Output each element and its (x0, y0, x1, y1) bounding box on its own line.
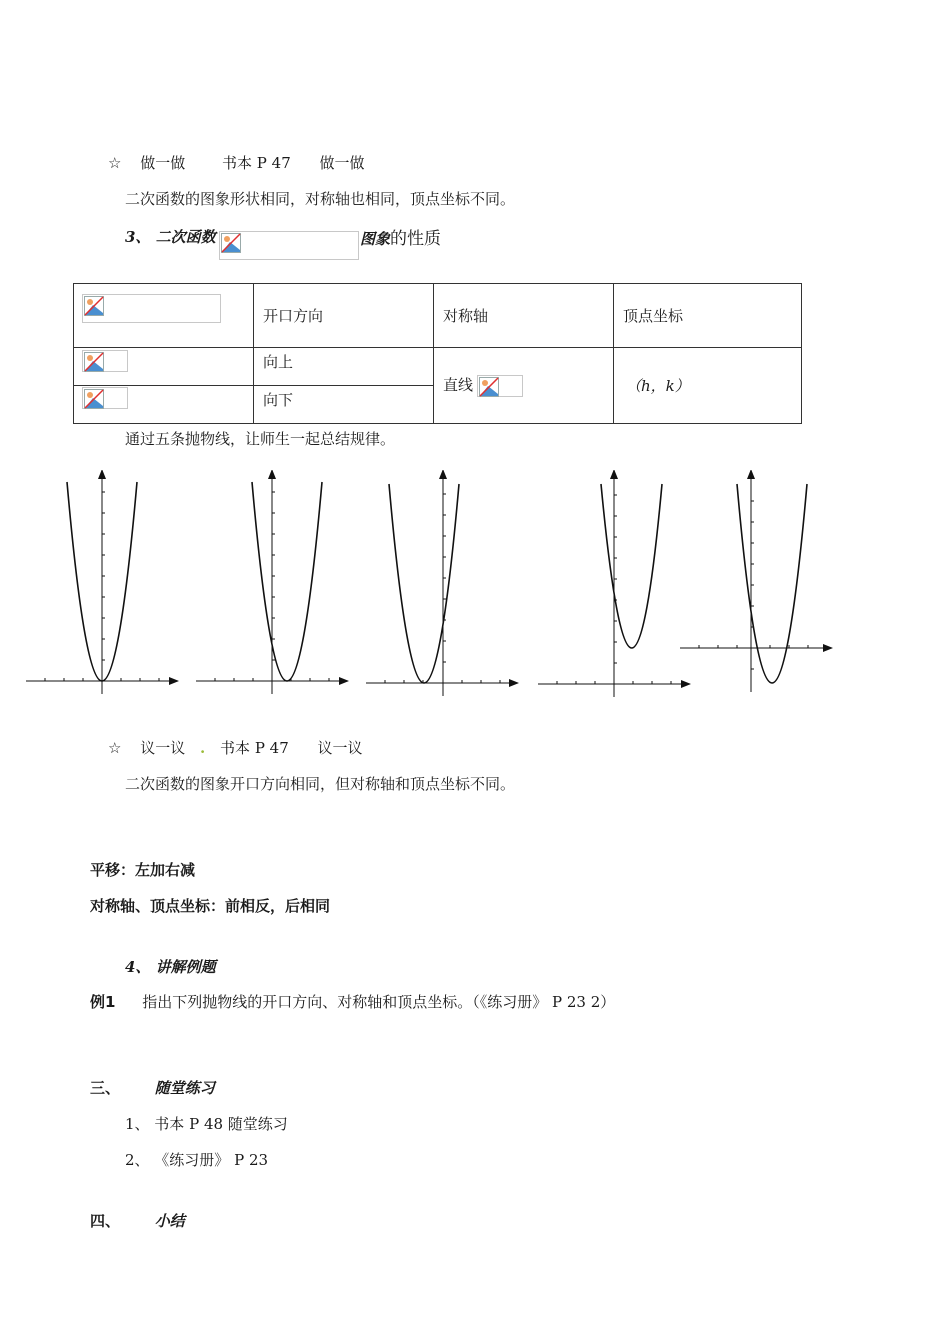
table-cell-down: 向下 (254, 386, 434, 424)
parabola-graphs (0, 470, 950, 700)
broken-image-icon (219, 231, 359, 260)
activity1-line (108, 152, 365, 173)
summary-text: 通过五条抛物线，让师生一起总结规律。 (125, 430, 396, 448)
exercise-2: 2、 《练习册》 P 23 (125, 1151, 269, 1169)
example-1 (90, 991, 615, 1012)
section3-suffix: 图象的性质 (360, 229, 442, 249)
exercise-1: 1、 书本 P 48 随堂练习 (125, 1115, 288, 1133)
star-icon: ☆ (108, 154, 122, 172)
table-cell-formula (74, 284, 254, 348)
activity1-title: 做一做 (140, 154, 186, 172)
example-label: 例1 (90, 993, 116, 1011)
graph-1 (26, 470, 178, 694)
activity1-ref: 书本 P 47 (222, 154, 291, 172)
table-cell-a-negative (74, 386, 254, 424)
table-cell-up: 向上 (254, 348, 434, 386)
rule-axis-vertex: 对称轴、顶点坐标：前相反，后相同 (90, 897, 331, 915)
part4-heading: 四、 小结 (90, 1212, 185, 1230)
broken-image-icon (82, 350, 128, 372)
table-header: 顶点坐标 (614, 284, 802, 348)
table-cell-a-positive (74, 348, 254, 386)
table-cell-axis: 直线 (434, 348, 614, 424)
section4-heading: 4、 讲解例题 (125, 958, 216, 976)
broken-image-icon (82, 387, 128, 409)
activity1-text: 二次函数的图象形状相同，对称轴也相同，顶点坐标不同。 (125, 190, 516, 208)
table-header: 开口方向 (254, 284, 434, 348)
activity2-ref: 书本 P 47 (220, 739, 289, 757)
activity2-title: 议一议 (140, 739, 186, 757)
activity2-text: 二次函数的图象开口方向相同，但对称轴和顶点坐标不同。 (125, 775, 516, 793)
star-icon: ☆ (108, 739, 122, 757)
graph-5 (680, 470, 832, 692)
graph-4 (538, 470, 690, 697)
broken-image-icon (477, 375, 523, 397)
table-cell-vertex: （h，k） (614, 348, 802, 424)
activity1-title-repeat: 做一做 (319, 154, 365, 172)
graph-2 (196, 470, 348, 694)
example-text: 指出下列抛物线的开口方向、对称轴和顶点坐标。（《练习册》 P 23 2） (142, 993, 616, 1011)
activity2-line (108, 737, 363, 758)
activity2-title-repeat: 议一议 (317, 739, 363, 757)
section3-prefix: 3、 二次函数 (125, 228, 216, 246)
part3-heading: 三、 随堂练习 (90, 1079, 215, 1097)
graph-3 (366, 470, 518, 696)
table-header: 对称轴 (434, 284, 614, 348)
properties-table (73, 283, 802, 424)
broken-image-icon (82, 294, 221, 323)
rule-translation: 平移：左加右减 (90, 861, 196, 879)
dot-marker: . (200, 739, 206, 757)
